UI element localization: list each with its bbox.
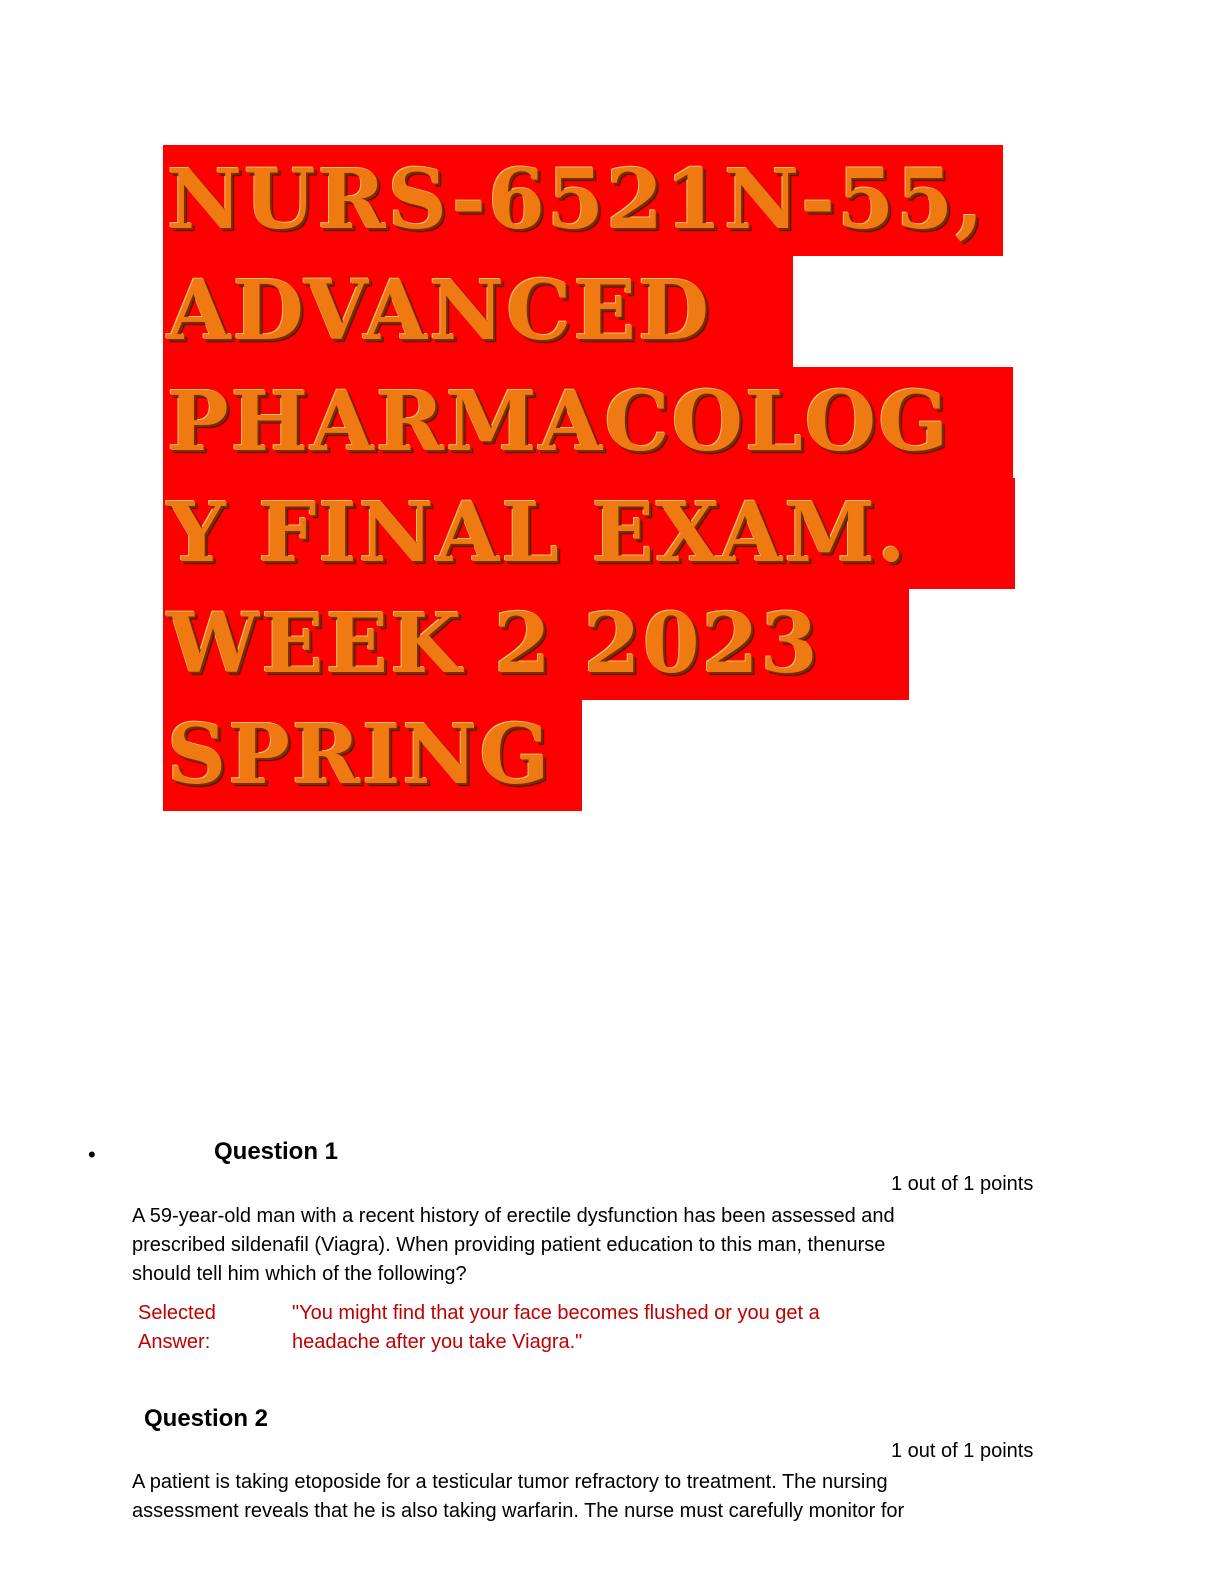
question-1-heading: Question 1 (214, 1138, 339, 1165)
question-2-points: 1 out of 1 points (891, 1440, 1034, 1462)
question-1-bullet: • (88, 1142, 96, 1167)
question-1-points: 1 out of 1 points (891, 1173, 1034, 1195)
selected-answer-label-line-1: Selected (138, 1302, 216, 1324)
title-line-5: WEEK 2 2023 (163, 589, 909, 700)
selected-answer-line-1: "You might find that your face becomes flushed or you get a (292, 1302, 820, 1324)
title-line-6: SPRING (163, 700, 582, 811)
question-2-text-line-2: assessment reveals that he is also taking warfarin. The nurse must carefully monitor for (132, 1500, 905, 1522)
question-2-text-line-1: A patient is taking etoposide for a testicular tumor refractory to treatment. The nursing (132, 1471, 888, 1493)
question-2-heading: Question 2 (144, 1405, 269, 1432)
selected-answer-label-line-2: Answer: (138, 1331, 211, 1353)
title-line-1: NURS-6521N-55, (163, 145, 1003, 256)
question-1-text-line-2: prescribed sildenafil (Viagra). When providing patient education to this man, thenurse (132, 1234, 886, 1256)
selected-answer-line-2: headache after you take Viagra." (292, 1331, 583, 1353)
title-line-2: ADVANCED (163, 256, 793, 367)
title-line-3: PHARMACOLOG (163, 367, 1013, 478)
title-line-4: Y FINAL EXAM. (163, 478, 1015, 589)
question-1-text-line-3: should tell him which of the following? (132, 1263, 467, 1285)
question-1-text-line-1: A 59-year-old man with a recent history of erectile dysfunction has been assessed and (132, 1205, 895, 1227)
